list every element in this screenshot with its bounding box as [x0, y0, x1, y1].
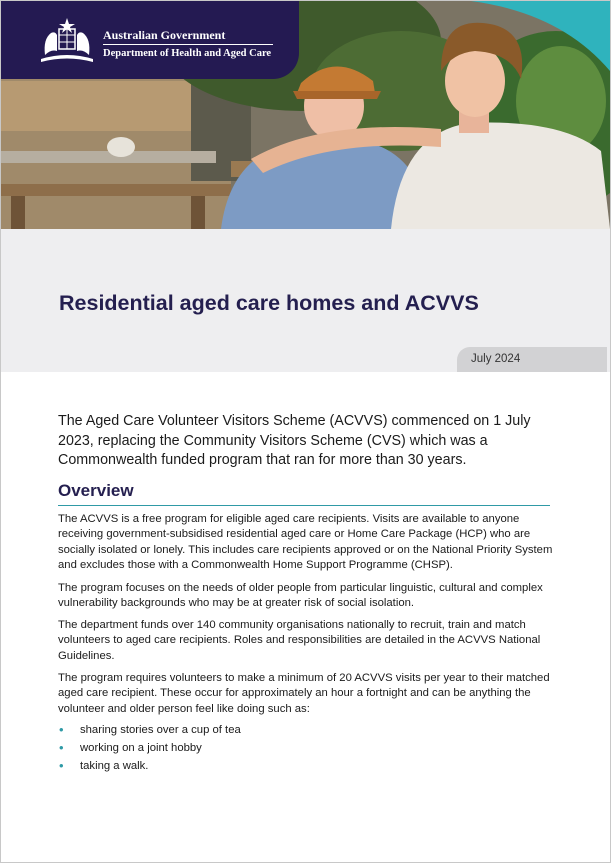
government-name: Australian Government	[103, 28, 226, 42]
intro-paragraph: The Aged Care Volunteer Visitors Scheme (ACVVS) commenced on 1 July 2023, replacing the Community Visitors Scheme (CVS) which was a Commonwealth funded program that ran for more than 30 years.	[58, 413, 531, 468]
activity-list	[58, 721, 241, 775]
hero-photo	[1, 1, 610, 229]
date-tab	[457, 347, 607, 372]
department-name: Department of Health and Aged Care	[103, 48, 272, 59]
bullet-icon: •	[59, 722, 64, 737]
list-item-text: sharing stories over a cup of tea	[80, 724, 241, 736]
bullet-icon: •	[59, 740, 64, 755]
government-banner	[1, 1, 299, 79]
list-item	[58, 739, 241, 757]
coat-of-arms-icon	[37, 15, 97, 65]
overview-paragraph: The program requires volunteers to make a minimum of 20 ACVVS visits per year to their matched aged care recipient. These occur for approximately an hour a fortnight and can be anything the volunteer and older person feel like doing such as:	[58, 672, 550, 715]
list-item	[58, 757, 241, 775]
overview-heading: Overview	[58, 481, 134, 500]
list-item-text: taking a walk.	[80, 760, 149, 772]
overview-paragraph: The program focuses on the needs of older people from particular linguistic, cultural and complex vulnerability backgrounds who may be at greater risk of social isolation.	[58, 582, 543, 610]
bullet-icon: •	[59, 758, 64, 773]
list-item-text: working on a joint hobby	[80, 742, 202, 754]
overview-paragraph: The ACVVS is a free program for eligible aged care recipients. Visits are available to anyone receiving government-subsidised residential aged care or Home Care Package (HCP) who are socially isolated or lonely. This includes care recipients approved or on the National Priority System and excludes those with a Commonwealth Home Support Programme (CHSP).	[58, 513, 553, 571]
overview-paragraph: The department funds over 140 community organisations nationally to recruit, train and match volunteers to aged care recipients. Roles and responsibilities are detailed in the ACVVS National Guidelines.	[58, 619, 541, 662]
list-item	[58, 721, 241, 739]
banner-divider	[103, 44, 273, 45]
page-title: Residential aged care homes and ACVVS	[59, 291, 479, 315]
publication-date: July 2024	[471, 353, 521, 365]
title-band	[1, 229, 610, 372]
overview-divider	[58, 505, 550, 506]
